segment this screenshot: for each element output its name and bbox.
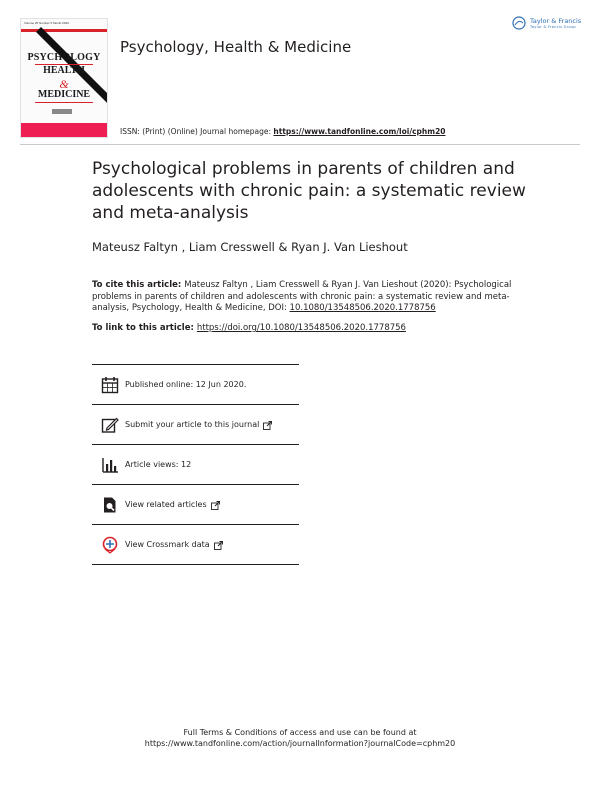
cover-publisher-logo (52, 109, 72, 114)
cover-title-line2: HEALTH (43, 65, 85, 76)
published-online-row (92, 364, 299, 405)
external-link-icon (214, 535, 223, 554)
cover-title-amp: & (59, 77, 69, 91)
external-link-icon (211, 495, 220, 514)
cover-rule (35, 102, 93, 103)
crossmark-link[interactable]: View Crossmark data (125, 540, 210, 549)
related-articles-row[interactable] (92, 485, 299, 525)
header-divider (20, 144, 580, 145)
submit-article-row[interactable] (92, 405, 299, 445)
publisher-logo[interactable] (512, 16, 581, 30)
link-label: To link to this article: (92, 323, 197, 333)
article-authors: Mateusz Faltyn , Liam Cresswell & Ryan J. Van Lieshout (92, 240, 408, 254)
cover-pink-bar (21, 123, 107, 137)
footer (100, 727, 500, 749)
submit-article-link[interactable]: Submit your article to this journal (125, 420, 260, 429)
article-title: Psychological problems in parents of children and adolescents with chronic pain: a systematic review and meta-analysis (92, 159, 526, 223)
crossmark-row[interactable] (92, 525, 299, 565)
search-document-icon (100, 495, 120, 515)
issn-line (120, 127, 446, 136)
edit-icon (100, 415, 120, 435)
bar-chart-icon (100, 455, 120, 475)
article-views-row (92, 445, 299, 485)
citation-doi-link[interactable]: 10.1080/13548506.2020.1778756 (289, 303, 436, 313)
cover-title-line3: MEDICINE (37, 89, 91, 100)
journal-homepage-link[interactable]: https://www.tandfonline.com/loi/cphm20 (273, 127, 446, 136)
cover-issue-text: Volume 25 Number 5 Month 2020 (24, 21, 69, 25)
footer-terms-link[interactable]: https://www.tandfonline.com/action/journalInformation?journalCode=cphm20 (144, 739, 456, 748)
cover-red-bar (21, 29, 107, 32)
external-link-icon (263, 415, 272, 434)
article-actions (92, 364, 299, 565)
published-online-text: Published online: 12 Jun 2020. (125, 380, 247, 389)
article-doi-link[interactable]: https://doi.org/10.1080/13548506.2020.1778756 (196, 323, 406, 333)
related-articles-link[interactable]: View related articles (125, 500, 207, 509)
calendar-icon (100, 375, 120, 395)
publisher-subtitle: Taylor & Francis Group (530, 24, 576, 29)
issn-label: ISSN: (Print) (Online) Journal homepage: (120, 127, 274, 136)
publisher-logo-icon (512, 16, 526, 30)
journal-cover (20, 18, 108, 138)
article-link-line (92, 323, 406, 333)
publisher-name: Taylor & Francis (530, 16, 582, 25)
journal-name: Psychology, Health & Medicine (120, 38, 352, 56)
citation (92, 280, 520, 315)
article-views-text: Article views: 12 (125, 460, 192, 469)
citation-text: Mateusz Faltyn , Liam Cresswell & Ryan J. Van Lieshout (2020): Psychological problems in parents of children and adolescents with chronic pain: a systematic review and meta-analysis, Psychology, Health & Medicine, DOI: (92, 280, 512, 313)
footer-terms-text: Full Terms & Conditions of access and use can be found at (183, 728, 417, 737)
crossmark-icon (100, 535, 120, 555)
cover-title-line1: PSYCHOLOGY (27, 52, 101, 63)
citation-label: To cite this article: (92, 280, 185, 290)
